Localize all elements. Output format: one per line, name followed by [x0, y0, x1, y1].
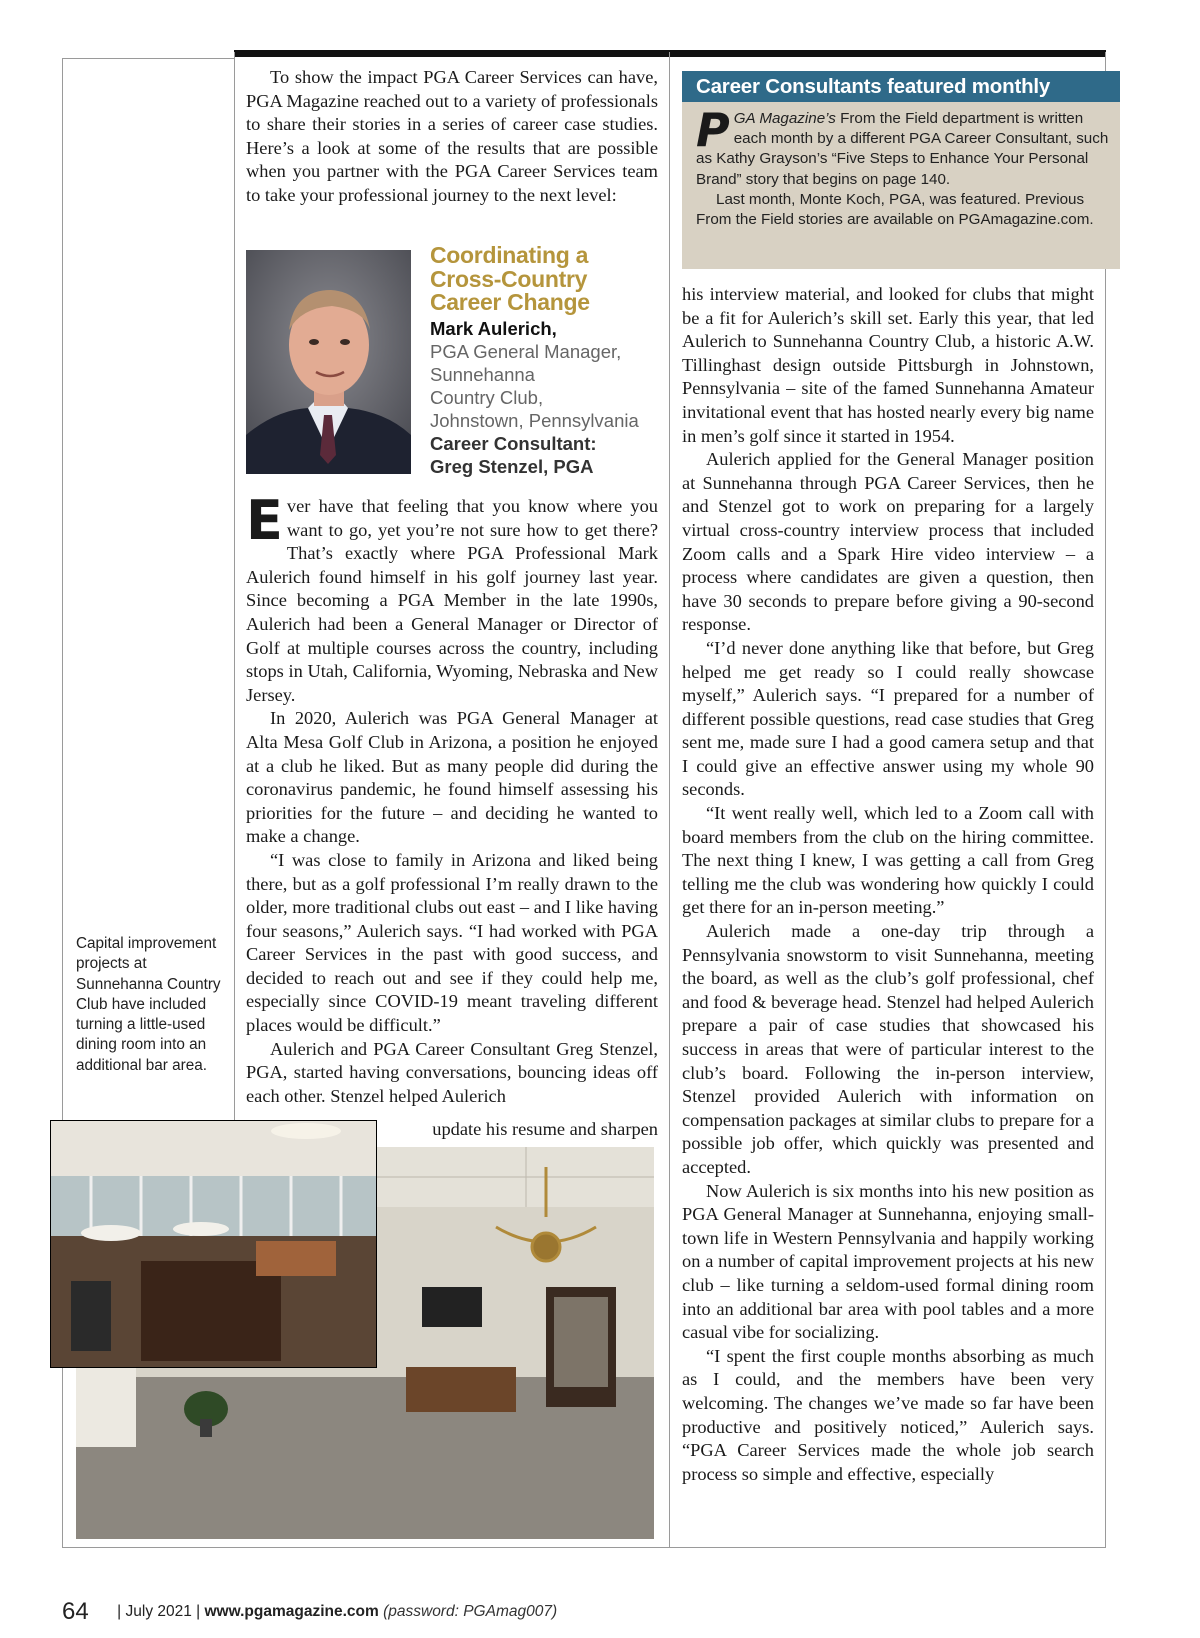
profile-role-line: PGA General Manager,	[430, 340, 622, 362]
article-column-mid	[246, 489, 658, 1108]
photo-dining-room	[50, 1120, 377, 1368]
top-rule	[234, 50, 1106, 57]
article-paragraph: his interview material, and looked for clubs that might be a fit for Aulerich’s skill set. Early this year, that led Aulerich to Sunnehanna Country Club, a historic A.W. Tillinghast design outside Pittsburgh in Johnstown, Pennsylvania – site of the famed Sunnehanna Amateur invitational event that has hosted nearly every big name in men’s golf since it started in 1954.	[682, 284, 1094, 446]
photo-caption: Capital improvement projects at Sunnehanna Country Club have included turning a little-used dining room into an additional bar area.	[76, 935, 221, 1074]
story-title-line: Cross-Country	[430, 265, 588, 292]
sidebar-heading: Career Consultants featured monthly	[682, 71, 1120, 102]
article-paragraph: “I’d never done anything like that before, but Greg helped me get ready so I could really showcase myself,” Aulerich says. “I prepared for a number of different possible questions, read case studies that Greg sent me, made sure I had a good camera setup and that I could give an effective answer using my whole 90 seconds.	[682, 637, 1094, 800]
frame-line	[62, 58, 234, 59]
footer-password: (password: PGAmag007)	[383, 1603, 558, 1621]
profile-role-line: Sunnehanna	[430, 363, 535, 385]
frame-line	[234, 52, 235, 1172]
frame-line	[62, 1547, 1106, 1548]
story-title-line: Coordinating a	[430, 242, 589, 268]
article-paragraph: Aulerich and PGA Career Consultant Greg Stenzel, PGA, started having conversations, bouncing ideas off each other. Stenzel helped Aulerich	[246, 1038, 658, 1106]
consultant-label: Career Consultant:	[430, 432, 597, 454]
article-paragraph: Aulerich applied for the General Manager position at Sunnehanna through PGA Career Services, then he and Stenzel got to work on preparing for a largely virtual cross-country interview process that included Zoom calls and a Spark Hire video interview – a process where candidates are given a question, then have 30 seconds to prepare before giving a 90-second response.	[682, 449, 1094, 635]
story-title-line: Career Change	[430, 289, 590, 315]
article-paragraph: Now Aulerich is six months into his new position as PGA General Manager at Sunnehanna, enjoying small-town life in Western Pennsylvania and happily working on a number of capital improvement projects at his new club – like turning a seldom-used formal dining room into an additional bar area with pool tables and a more casual vibe for socializing.	[682, 1180, 1094, 1343]
profile-role-line: Country Club,	[430, 386, 544, 408]
portrait-photo	[246, 250, 411, 474]
profile-role-line: Johnstown, Pennsylvania	[430, 409, 639, 431]
sidebar-paragraph: Last month, Monte Koch, PGA, was featured. Previous From the Field stories are available on PGAmagazine.com.	[696, 190, 1094, 229]
profile-block	[430, 244, 670, 478]
intro-text	[246, 66, 658, 208]
sidebar-dropcap: P	[696, 103, 730, 157]
article-paragraph	[246, 489, 658, 707]
footer-url[interactable]: www.pgamagazine.com	[204, 1603, 379, 1621]
page-number: 64	[62, 1598, 89, 1625]
frame-line	[1105, 52, 1106, 1548]
story-title	[430, 244, 670, 315]
article-paragraph: “I was close to family in Arizona and liked being there, but as a golf professional I’m really drawn to the older, more traditional clubs out east – and I like having four seasons,” Aulerich says. “I had worked with PGA Career Services in the past with good success, and decided to reach out and see if they could help me, especially since COVID-19 meant traveling different places would be difficult.”	[246, 849, 658, 1036]
footer-info: | July 2021 | www.pgamagazine.com (password: PGAmag007)	[117, 1603, 558, 1621]
article-paragraph: In 2020, Aulerich was PGA General Manager at Alta Mesa Golf Club in Arizona, a position he enjoyed at a club he liked. But as many people did during the coronavirus pandemic, he found himself assessing his priorities for the future – and deciding he wanted to make a change.	[246, 708, 658, 847]
profile-name: Mark Aulerich,	[430, 317, 557, 339]
intro-paragraph: To show the impact PGA Career Services can have, PGA Magazine reached out to a variety of professionals to share their stories in a series of career case studies. Here’s a look at some of the results that are possible when you partner with the PGA Career Services team to take your professional journey to the next level:	[246, 67, 658, 205]
sidebar-body	[682, 102, 1120, 230]
sidebar-magazine-name: GA Magazine’s	[733, 110, 836, 127]
page-footer	[62, 1598, 557, 1626]
consultant-name: Greg Stenzel, PGA	[430, 455, 594, 477]
article-paragraph: “I spent the first couple months absorbing as much as I could, and the members have been very welcoming. The changes we’ve made so far have been productive and positively noticed,” Aulerich says. “PGA Career Services made the whole job search process so simple and effective, especially	[682, 1345, 1094, 1484]
sidebar-paragraph: From the Field department is written each month by a different PGA Career Consultant, such as Kathy Grayson’s “Five Steps to Enhance Your Personal Brand” story that begins on page 140.	[696, 110, 1109, 188]
article-paragraph: “It went really well, which led to a Zoom call with board members from the club on the hiring committee. The next thing I knew, I was getting a call from Greg telling me the club was wondering how quickly I could get there for an in-person meeting.”	[682, 803, 1094, 918]
article-tail-line: update his resume and sharpen	[432, 1119, 658, 1139]
article-column-right	[682, 283, 1094, 1486]
article-paragraph: Aulerich made a one-day trip through a Pennsylvania snowstorm to visit Sunnehanna, meeting the board, as well as the club’s golf professional, chef and food & beverage head. Stenzel had helped Aulerich prepare a pair of case studies that showcased his success in areas that were of particular interest to the club’s board. Following the in-person interview, Stenzel provided Aulerich with information on compensation packages at similar clubs to prepare for a possible job offer, which quickly was presented and accepted.	[682, 921, 1094, 1177]
footer-date: July 2021	[125, 1603, 192, 1621]
sidebar-box	[682, 71, 1120, 269]
article-text: ver have that feeling that you know where you want to go, yet you’re not sure how to get there? That’s exactly where PGA Professional Mark Aulerich found himself in his golf journey last year. Since becoming a PGA Member in the late 1990s, Aulerich had been a General Manager or Director of Golf at multiple courses across the country, including stops in Utah, California, Wyoming, Nebraska and New Jersey.	[246, 496, 658, 705]
article-dropcap: E	[246, 489, 283, 552]
